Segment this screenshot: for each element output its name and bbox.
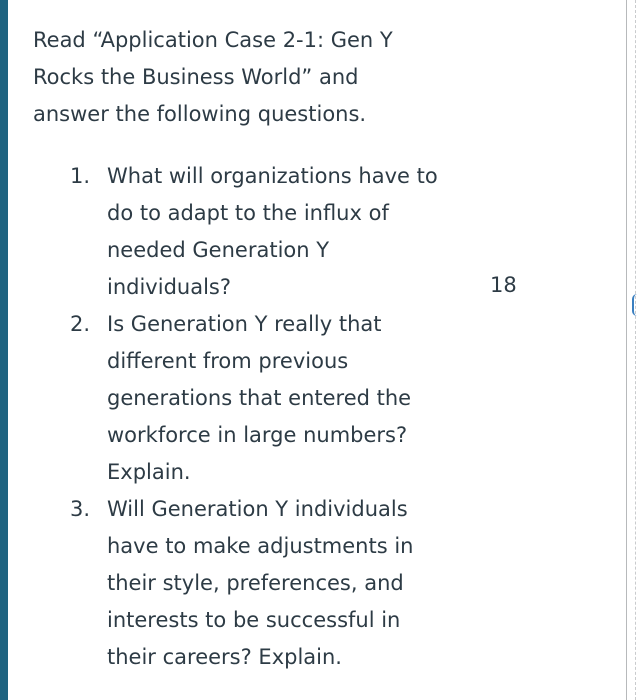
- question-number: 2.: [70, 312, 91, 336]
- question-item-2: [70, 306, 442, 491]
- left-accent-bar: [0, 0, 8, 700]
- right-border-line: [626, 0, 627, 700]
- question-text: Will Generation Y individuals have to make adjustments in their style, preferences, and interests to be successful in their careers? Explain.: [107, 497, 414, 669]
- page-number: 18: [490, 273, 517, 297]
- question-text: What will organizations have to do to adapt to the influx of needed Generation Y individuals?: [107, 164, 438, 299]
- intro-paragraph: Read “Application Case 2-1: Gen Y Rocks the Business World” and answer the following questions.: [33, 28, 393, 126]
- right-dashed-edge: [635, 0, 636, 700]
- question-list: [70, 158, 442, 676]
- question-number: 3.: [70, 497, 91, 521]
- question-item-3: [70, 491, 442, 676]
- question-text: Is Generation Y really that different from previous generations that entered the workforce in large numbers? Explain.: [107, 312, 412, 484]
- question-number: 1.: [70, 164, 91, 188]
- edge-scroll-marker: [632, 294, 637, 316]
- question-item-1: [70, 158, 442, 306]
